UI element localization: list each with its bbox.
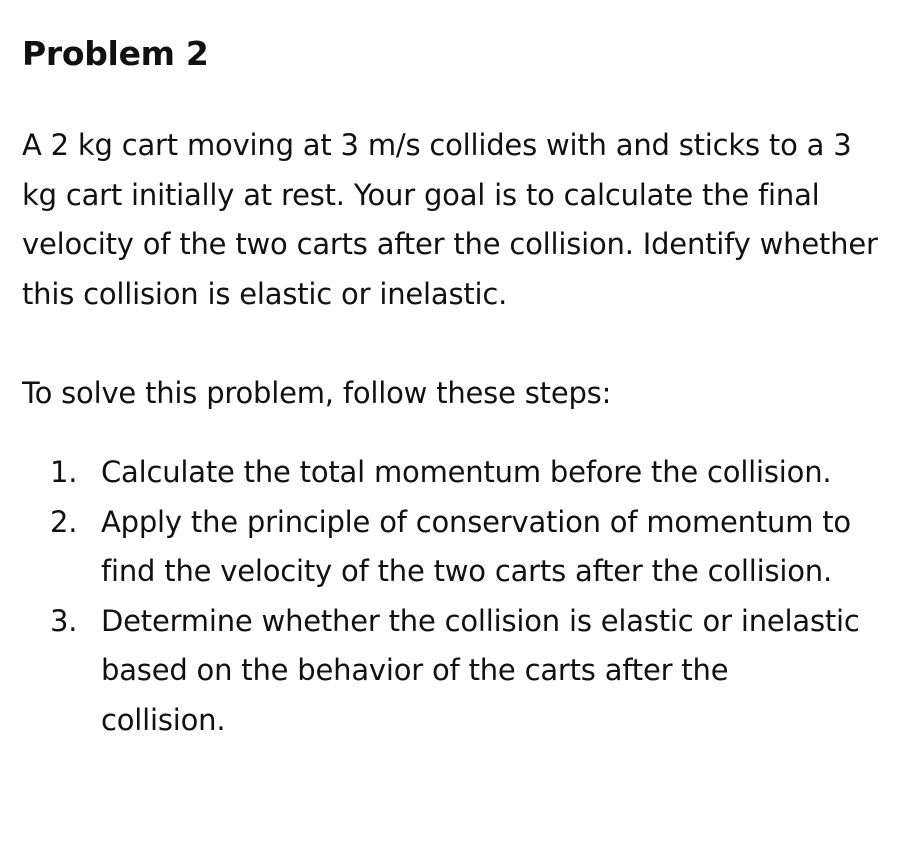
- step-number: 1.: [50, 455, 78, 489]
- step-item-3: [0, 597, 861, 746]
- instructions-intro: To solve this problem, follow these steps:: [22, 376, 612, 410]
- step-text: Apply the principle of conservation of momentum to find the velocity of the two carts after the collision.: [101, 504, 851, 588]
- problem-statement: A 2 kg cart moving at 3 m/s collides with and sticks to a 3 kg cart initially at rest. Your goal is to calculate the final velocity of the two carts after the collision. Identify whether this collision is elastic or inelastic.: [22, 128, 878, 311]
- step-item-1: [0, 448, 861, 498]
- step-item-2: [0, 498, 861, 597]
- problem-title: Problem 2: [22, 34, 209, 73]
- step-text: Determine whether the collision is elastic or inelastic based on the behavior of the carts after the collision.: [101, 603, 860, 737]
- step-number: 2.: [50, 504, 78, 539]
- step-text: Calculate the total momentum before the collision.: [101, 455, 832, 489]
- step-number: 3.: [50, 603, 78, 638]
- steps-list: [0, 448, 903, 745]
